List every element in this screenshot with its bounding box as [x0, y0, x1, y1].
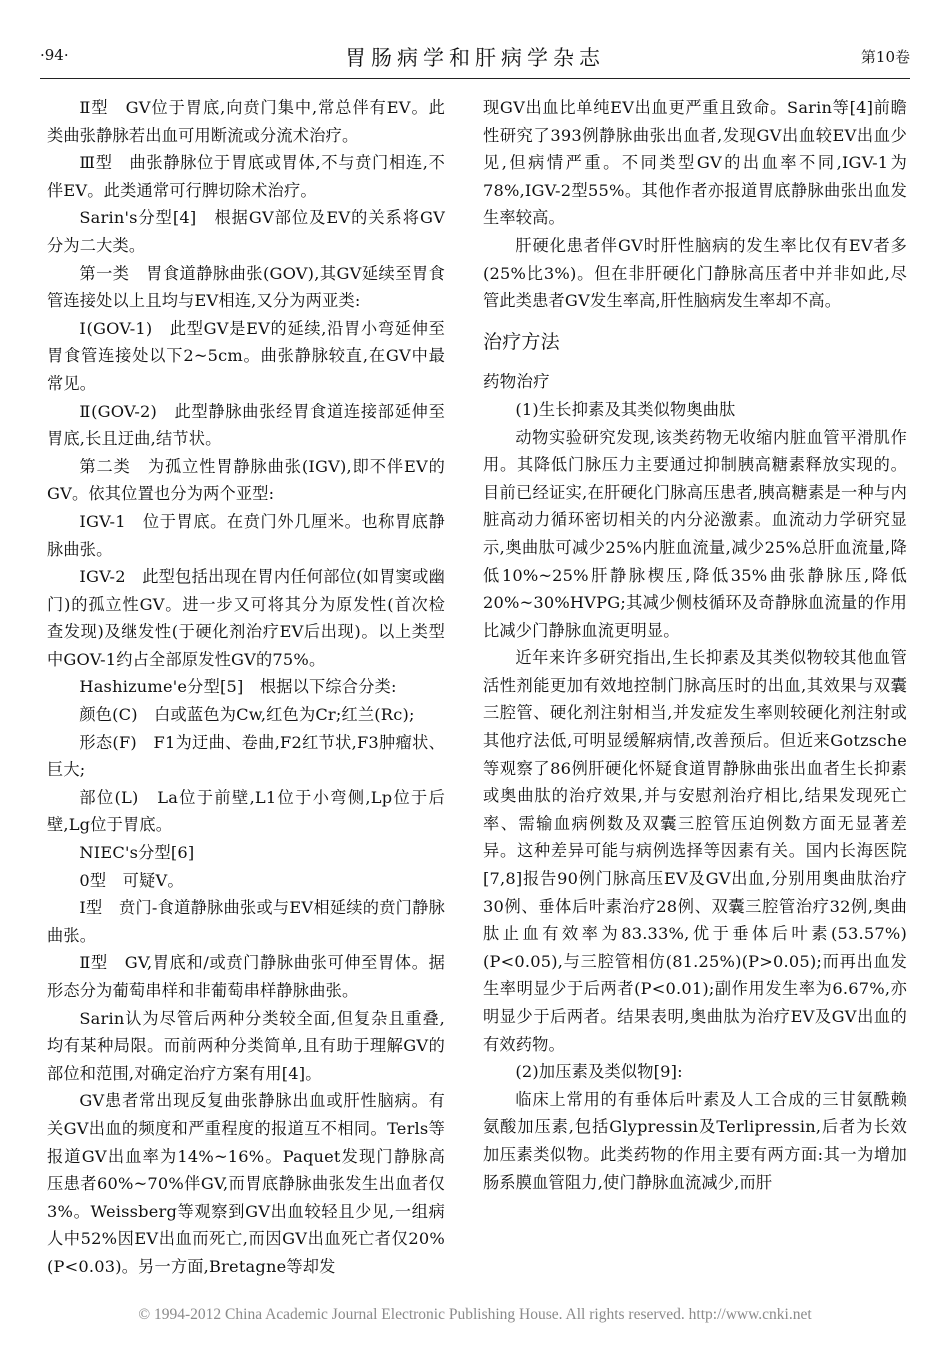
paragraph: Ⅱ型 GV位于胃底,向贲门集中,常总伴有EV。此类曲张静脉若出血可用断流或分流术治疗。 — [47, 98, 445, 145]
paragraph: 0型 可疑V。 — [79, 870, 184, 890]
paragraph: (2)加压素及类似物[9]: — [515, 1062, 683, 1082]
paragraph: Sarin认为尽管后两种分类较全面,但复杂且重叠,均有某种局限。而前两种分类简单,且有助于理解GV的部位和范围,对确定治疗方案有用[4]。 — [47, 1008, 445, 1083]
paragraph: (1)生长抑素及其类似物奥曲肽 — [515, 399, 736, 419]
paragraph: 颜色(C) 白或蓝色为Cw,红色为Cr;红兰(Rc); — [79, 705, 415, 725]
volume-label: 第10卷 — [860, 48, 910, 66]
left-column — [47, 94, 445, 1281]
journal-title: 胃肠病学和肝病学杂志 — [345, 46, 605, 70]
paragraph: Ⅰ(GOV-1) 此型GV是EV的延续,沿胃小弯延伸至胃食管连接处以下2~5cm。曲张静脉较直,在GV中最常见。 — [47, 318, 445, 393]
paragraph: 形态(F) F1为迂曲、卷曲,F2红节状,F3肿瘤状、巨大; — [47, 732, 445, 780]
paragraph: 动物实验研究发现,该类药物无收缩内脏血管平滑肌作用。其降低门脉压力主要通过抑制胰高糖素释放实现的。目前已经证实,在肝硬化门脉高压患者,胰高糖素是一种与内脏高动力循环密切相关的内分泌激素。血流动力学研究显示,奥曲肽可减少25%内脏血流量,减少25%总肝血流量,降低10%~25%肝静脉楔压,降低35%曲张静脉压,降低20%~30%HVPG;其减少侧枝循环及奇静脉血流量的作用比减少门静脉血流更明显。 — [483, 427, 907, 640]
paragraph: 第一类 胃食道静脉曲张(GOV),其GV延续至胃食管连接处以上且均与EV相连,又分为两亚类: — [47, 263, 445, 311]
paragraph: GV患者常出现反复曲张静脉出血或肝性脑病。有关GV出血的频度和严重程度的报道互不相同。Terls等报道GV出血率为14%~16%。Paquet发现门静脉高压患者60%~70%伴GV,而胃底静脉曲张发生出血者仅3%。Weissberg等观察到GV出血较轻且少见,一组病人中52%因EV出血而死亡,而因GV出血死亡者仅20%(P<0.03)。另一方面,Bretagne等却发 — [47, 1091, 445, 1276]
page-header — [40, 38, 910, 79]
paragraph: Sarin's分型[4] 根据GV部位及EV的关系将GV分为二大类。 — [47, 208, 445, 255]
subsection-heading: 药物治疗 — [483, 372, 550, 392]
right-column — [483, 94, 907, 1196]
paragraph: 第二类 为孤立性胃静脉曲张(IGV),即不伴EV的GV。依其位置也分为两个亚型: — [47, 456, 445, 504]
copyright-footer: © 1994-2012 China Academic Journal Electronic Publishing House. All rights reserved. http://www.cnki.net — [138, 1306, 812, 1323]
paragraph: 现GV出血比单纯EV出血更严重且致命。Sarin等[4]前瞻性研究了393例静脉曲张出血者,发现GV出血较EV出血少见,但病情严重。不同类型GV的出血率不同,IGV-1为78%,IGV-2型55%。其他作者亦报道胃底静脉曲张出血发生率较高。 — [483, 98, 907, 228]
paragraph: 部位(L) La位于前壁,L1位于小弯侧,Lp位于后壁,Lg位于胃底。 — [47, 787, 445, 835]
paragraph: Ⅱ(GOV-2) 此型静脉曲张经胃食道连接部延伸至胃底,长且迂曲,结节状。 — [47, 401, 445, 449]
paragraph: NIEC's分型[6] — [79, 843, 195, 863]
paragraph: IGV-2 此型包括出现在胃内任何部位(如胃窦或幽门)的孤立性GV。进一步又可将其分为原发性(首次检查发现)及继发性(于硬化剂治疗EV后出现)。以上类型中GOV-1约占全部原发性GV的75%。 — [47, 567, 445, 669]
paragraph: Ⅱ型 GV,胃底和/或贲门静脉曲张可伸至胃体。据形态分为葡萄串样和非葡萄串样静脉曲张。 — [47, 953, 445, 1000]
paragraph: Ⅲ型 曲张静脉位于胃底或胃体,不与贲门相连,不伴EV。此类通常可行脾切除术治疗。 — [47, 153, 445, 200]
paragraph: 肝硬化患者伴GV时肝性脑病的发生率比仅有EV者多(25%比3%)。但在非肝硬化门静脉高压者中并非如此,尽管此类患者GV发生率高,肝性脑病发生率却不高。 — [483, 235, 907, 311]
paragraph: IGV-1 位于胃底。在贲门外几厘米。也称胃底静脉曲张。 — [47, 511, 445, 559]
paragraph: 近年来许多研究指出,生长抑素及其类似物较其他血管活性剂能更加有效地控制门脉高压时的出血,其效果与双囊三腔管、硬化剂注射相当,并发症发生率则较硬化剂注射或其他疗法低,可明显缓解病情,改善预后。但近来Gotzsche等观察了86例肝硬化怀疑食道胃静脉曲张出血者生长抑素或奥曲肽的治疗效果,并与安慰剂治疗相比,结果发现死亡率、需输血病例数及双囊三腔管压迫例数方面无显著差异。这种差异可能与病例选择等因素有关。国内长海医院[7,8]报告90例门脉高压EV及GV出血,分别用奥曲肽治疗30例、垂体后叶素治疗28例、双囊三腔管治疗32例,奥曲肽止血有效率为83.33%,优于垂体后叶素(53.57%)(P<0.05),与三腔管相仿(81.25%)(P>0.05);而再出血发生率明显少于后两者(P<0.01);副作用发生率为6.67%,亦明显少于后两者。结果表明,奥曲肽为治疗EV及GV出血的有效药物。 — [483, 648, 907, 1054]
page-number: ·94· — [40, 46, 69, 64]
paragraph: 临床上常用的有垂体后叶素及人工合成的三甘氨酰赖氨酸加压素,包括Glypressin及Terlipressin,后者为长效加压素类似物。此类药物的作用主要有两方面:其一为增加肠系膜血管阻力,使门静脉血流减少,而肝 — [483, 1089, 907, 1192]
paragraph: Ⅰ型 贲门-食道静脉曲张或与EV相延续的贲门静脉曲张。 — [47, 898, 445, 945]
section-heading: 治疗方法 — [483, 330, 560, 353]
paragraph: Hashizume'e分型[5] 根据以下综合分类: — [79, 677, 397, 697]
